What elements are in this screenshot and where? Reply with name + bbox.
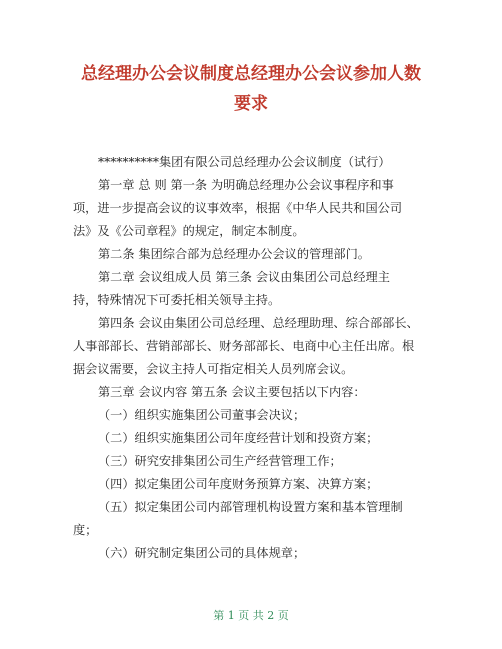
list-item: （四）拟定集团公司年度财务预算方案、决算方案； (98, 477, 379, 491)
list-item-continuation: 度； (73, 523, 98, 537)
list-item: （三）研究安排集团公司生产经营管理工作； (98, 454, 342, 468)
body-line: 人事部部长、营销部部长、财务部部长、电商中心主任出席。根 (73, 339, 415, 353)
document-title-line-2: 要求 (234, 94, 268, 114)
body-line: 第二章 会议组成人员 第三条 会议由集团公司总经理主 (98, 270, 390, 284)
body-line: 第一章 总 则 第一条 为明确总经理办公会议事程序和事 (98, 178, 394, 192)
document-title-line-1: 总经理办公会议制度总经理办公会议参加人数 (81, 64, 421, 84)
list-item: （六）研究制定集团公司的具体规章； (98, 546, 306, 560)
document-heading-line: **********集团有限公司总经理办公会议制度（试行） (98, 155, 391, 169)
list-item: （一）组织实施集团公司董事会决议； (98, 408, 306, 422)
page-number-footer: 第 1 页 共 2 页 (213, 609, 289, 622)
body-line: 据会议需要，会议主持人可指定相关人员列席会议。 (73, 362, 354, 376)
body-line: 法》及《公司章程》的规定，制定本制度。 (73, 224, 305, 238)
body-line: 第三章 会议内容 第五条 会议主要包括以下内容： (98, 385, 366, 399)
body-line: 项，进一步提高会议的议事效率，根据《中华人民共和国公司 (73, 201, 403, 215)
body-line: 第二条 集团综合部为总经理办公会议的管理部门。 (98, 247, 370, 261)
body-line: 持，特殊情况下可委托相关领导主持。 (73, 293, 281, 307)
body-line: 第四条 会议由集团公司总经理、总经理助理、综合部部长、 (98, 316, 419, 330)
list-item: （二）组织实施集团公司年度经营计划和投资方案； (98, 431, 379, 445)
list-item: （五）拟定集团公司内部管理机构设置方案和基本管理制 (98, 500, 403, 514)
